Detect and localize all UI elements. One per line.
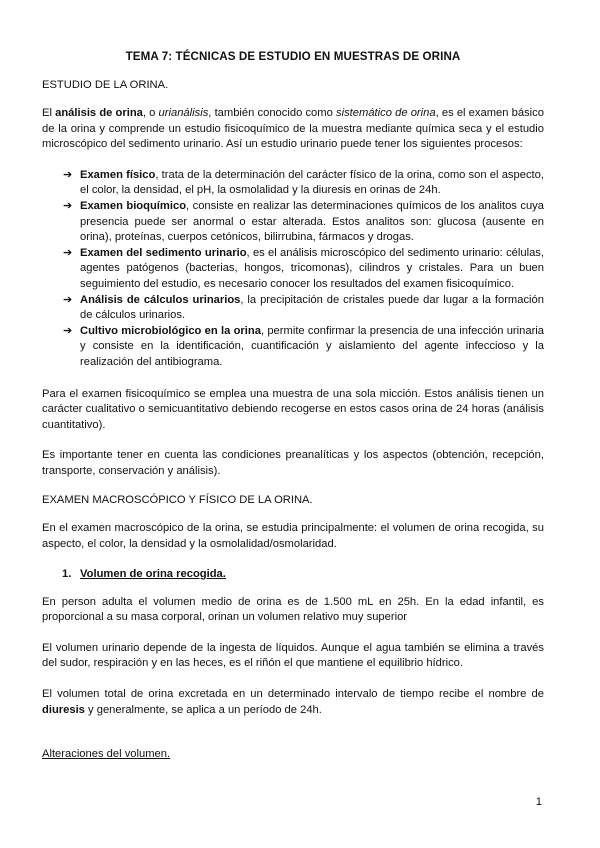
arrow-icon: ➔ xyxy=(63,293,73,306)
subheading-alteraciones: Alteraciones del volumen. xyxy=(42,748,171,761)
list-item: ➔ Cultivo microbiológico en la orina, permite confirmar la presencia de una infección urinaria y consiste en la identificación, cuantificación y aislamiento del agente infeccioso y la realización del antibiograma. xyxy=(63,324,544,368)
paragraph-volumen-ingesta: El volumen urinario depende de la ingesta de líquidos. Aunque el agua también se elimina a través del sudor, respiración y en las heces, es el riñón el que mantiene el equilibrio hídrico. xyxy=(42,641,544,670)
list-item: ➔ Examen físico, trata de la determinación del carácter físico de la orina, como son el aspecto, el color, la densidad, el pH, la osmolalidad y la diuresis en orinas de 24h. xyxy=(63,168,544,197)
process-list xyxy=(42,168,544,371)
arrow-icon: ➔ xyxy=(63,246,73,259)
paragraph-fisicoquimico: Para el examen fisicoquímico se emplea una muestra de una sola micción. Estos análisis tienen un carácter cualitativo o semicuantitativo debiendo recogerse en estos casos orina de 24 horas (análisis cuantitativo). xyxy=(42,387,544,431)
heading-volumen: Volumen de orina recogida. xyxy=(80,567,226,580)
arrow-icon: ➔ xyxy=(63,199,73,212)
list-item: ➔ Examen bioquímico, consiste en realizar las determinaciones químicos de los analitos cuya presencia puede ser anormal o estar alterada. Estos analitos son: glucosa (ausente en orina), proteínas, cuerpos cetónicos, bilirrubina, fármacos y drogas. xyxy=(63,199,544,244)
heading-number: 1. xyxy=(62,567,72,580)
arrow-icon: ➔ xyxy=(63,324,73,337)
document-title: TEMA 7: TÉCNICAS DE ESTUDIO EN MUESTRAS DE ORINA xyxy=(125,50,461,63)
document-page xyxy=(42,50,544,778)
section-heading-estudio: ESTUDIO DE LA ORINA. xyxy=(42,79,169,91)
list-item: ➔ Examen del sedimento urinario, es el análisis microscópico del sedimento urinario: células, agentes patógenos (bacterias, hongos, tricomonas), cilindros y cristales. Para un buen seguimiento del estudio, es necesario conocer los resultados del examen fisicoquímico. xyxy=(63,246,544,290)
arrow-icon: ➔ xyxy=(63,168,73,181)
paragraph-macroscopico: En el examen macroscópico de la orina, se estudia principalmente: el volumen de orina recogida, su aspecto, el color, la densidad y la osmolalidad/osmolaridad. xyxy=(42,522,544,551)
page-number: 1 xyxy=(535,796,542,808)
paragraph-diuresis: El volumen total de orina excretada en un determinado intervalo de tiempo recibe el nombre de diuresis y generalmente, se aplica a un período de 24h. xyxy=(42,688,544,716)
paragraph-volumen-medio: En person adulta el volumen medio de orina es de 1.500 mL en 25h. En la edad infantil, es proporcional a su masa corporal, orinan un volumen relativo muy superior xyxy=(42,595,544,624)
section-heading-macroscopico: EXAMEN MACROSCÓPICO Y FÍSICO DE LA ORINA. xyxy=(42,494,313,507)
numbered-heading xyxy=(62,568,544,580)
paragraph-condiciones: Es importante tener en cuenta las condiciones preanalíticas y los aspectos (obtención, recepción, transporte, conservación y análisis). xyxy=(42,449,544,477)
list-item: ➔ Análisis de cálculos urinarios, la precipitación de cristales puede dar lugar a la formación de cálculos urinarios. xyxy=(63,293,544,322)
intro-paragraph: El análisis de orina, o urianálisis, también conocido como sistemático de orina, es el examen básico de la orina y comprende un estudio fisicoquímico de la muestra mediante química seca y el estudio microscópico del sedimento urinario. Así un estudio urinario puede tener los siguientes procesos: xyxy=(42,107,544,151)
